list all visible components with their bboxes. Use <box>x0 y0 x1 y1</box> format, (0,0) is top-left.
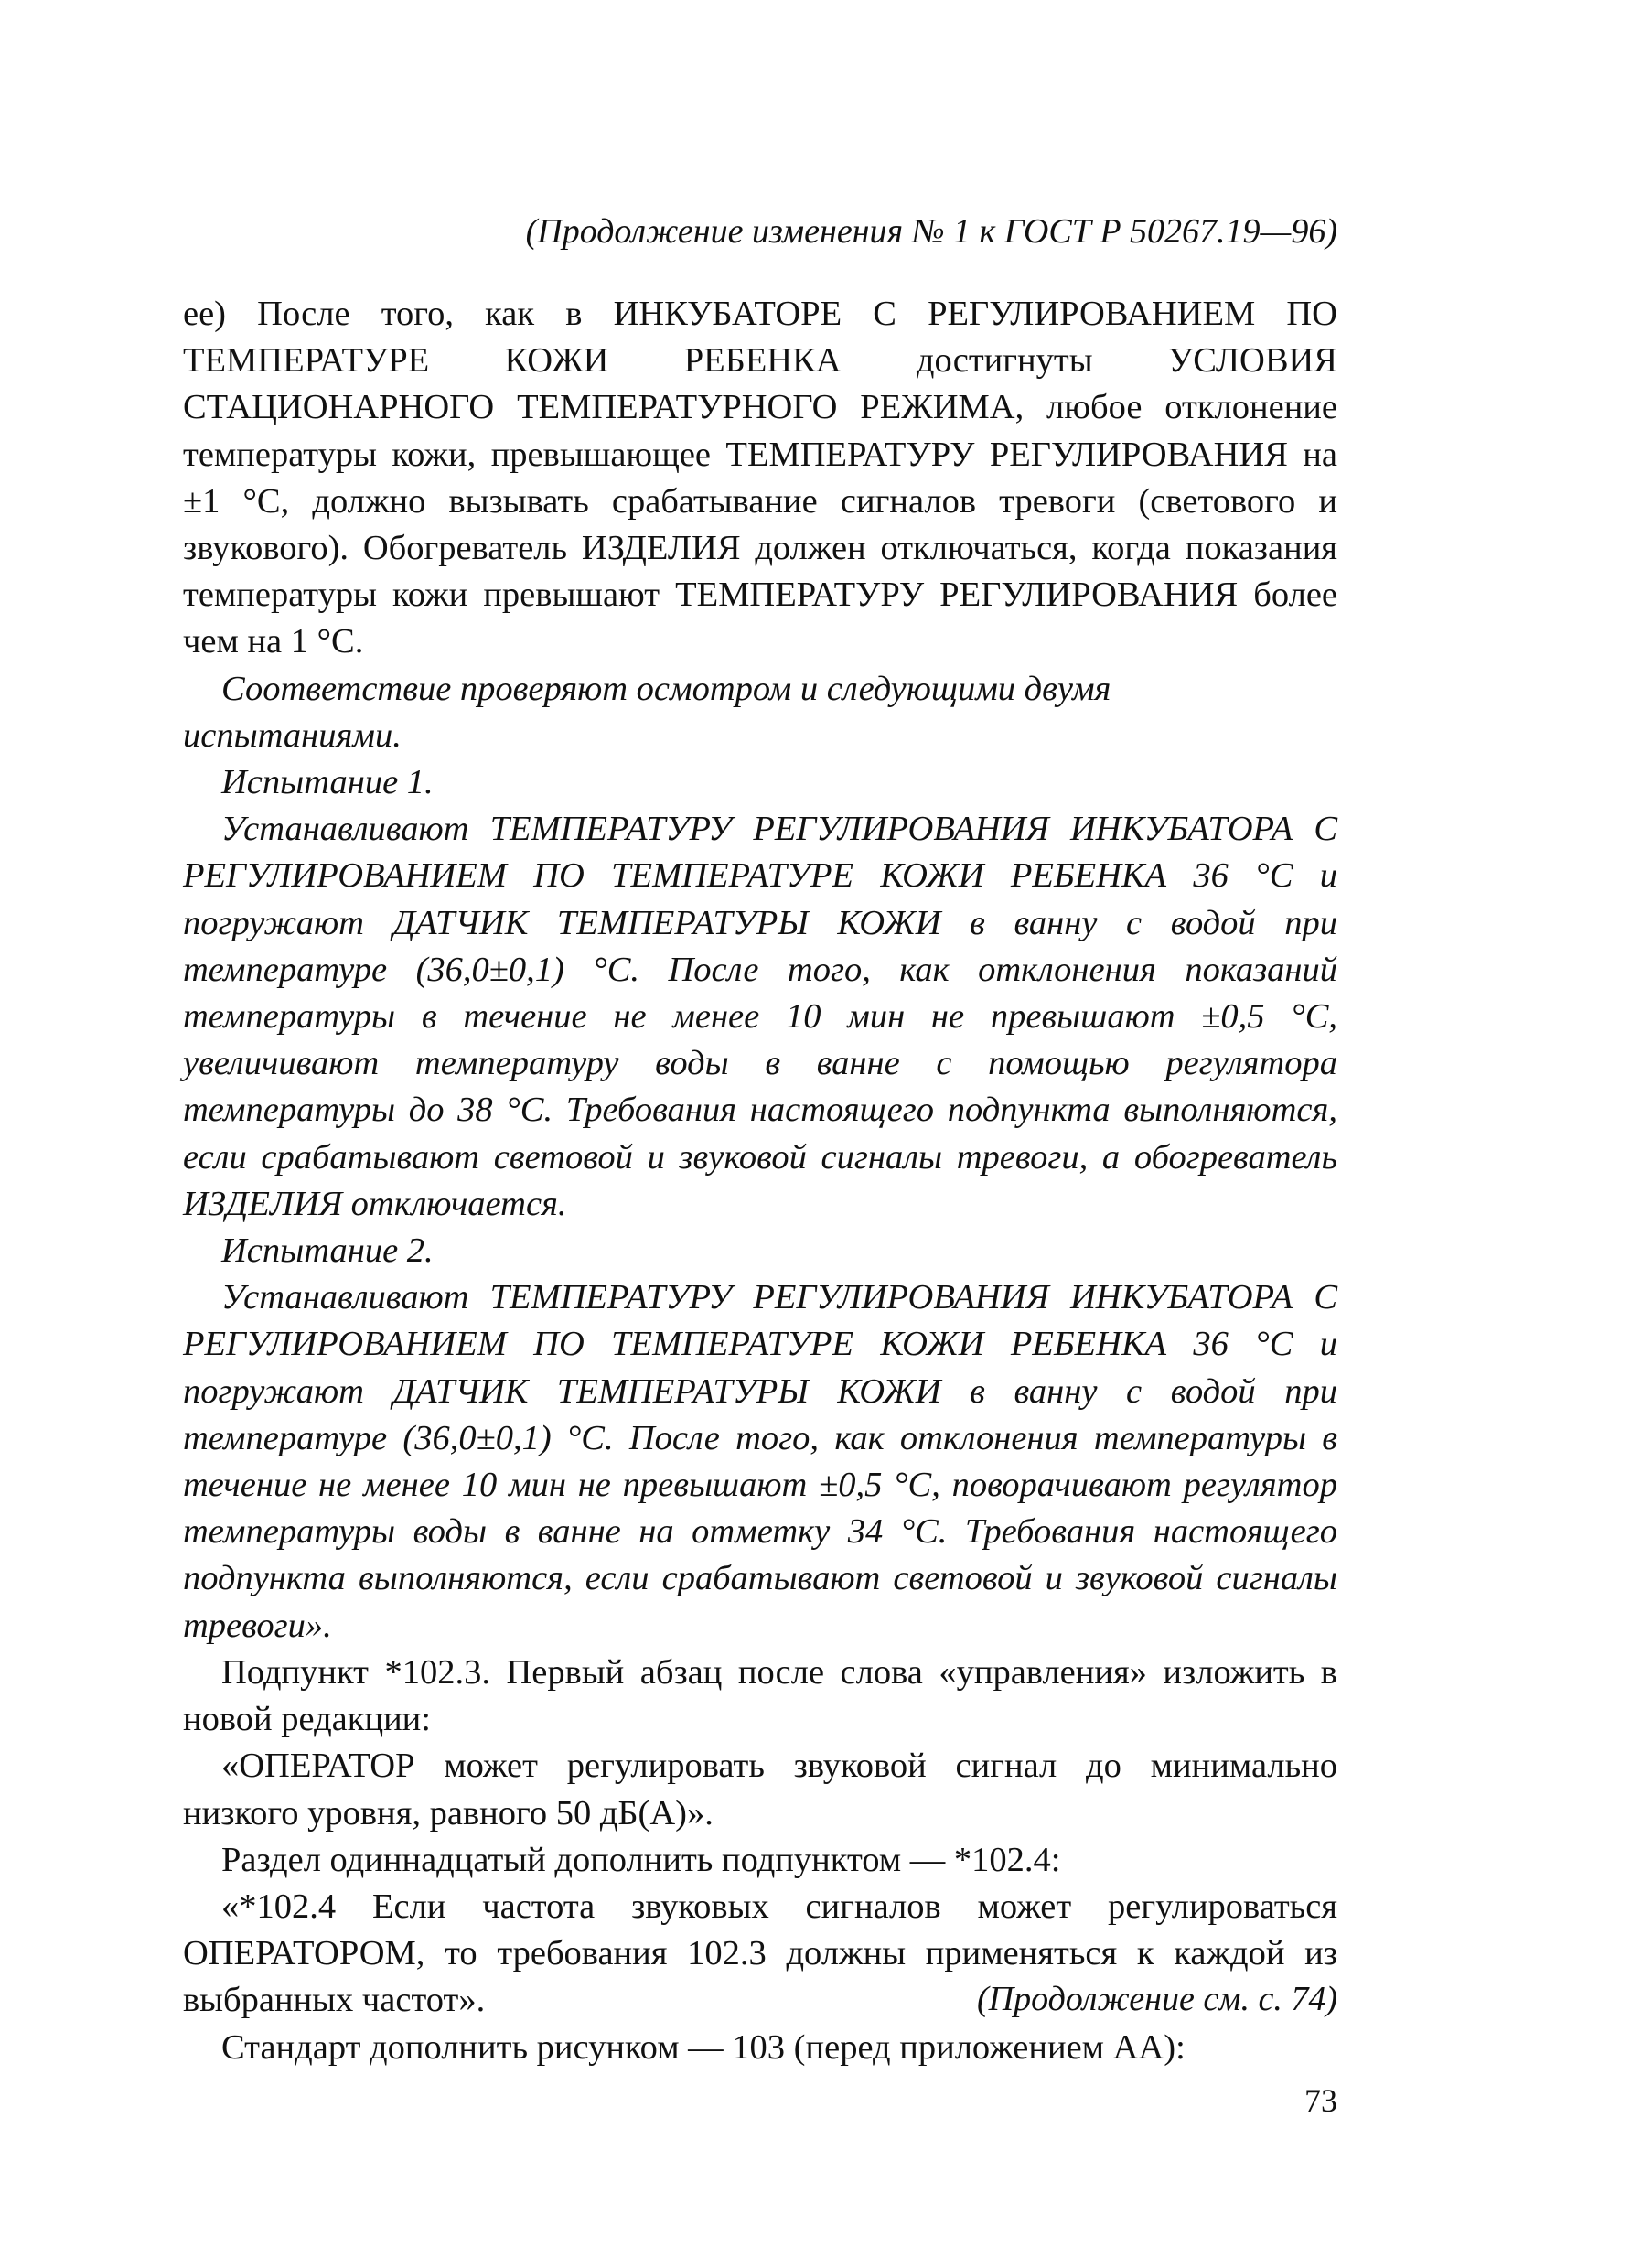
test-1-procedure: Устанавливают ТЕМПЕРАТУРУ РЕГУЛИРОВАНИЯ ИНКУБАТОРА С РЕГУЛИРОВАНИЕМ ПО ТЕМПЕРАТУРЕ КОЖИ РЕБЕНКА 36 °С и погружают ДАТЧИК ТЕМПЕРАТУРЫ КОЖИ в ванну с водой при температуре (36,0±0,1) °С. После того, как отклонения показаний температуры в течение не менее 10 мин не превышают ±0,5 °С, увеличивают температуру воды в ванне с помощью регулятора температуры до 38 °С. Требования настоящего подпункта выполняются, если срабатывают световой и звуковой сигналы тревоги, а обогреватель ИЗДЕЛИЯ отключается. <box>183 810 1337 1223</box>
test-2-heading: Испытание 2. <box>221 1231 434 1271</box>
continuation-note: (Продолжение см. с. 74) <box>976 1980 1337 2018</box>
test-1-heading: Испытание 1. <box>221 763 434 802</box>
compliance-statement: Соответствие проверяют осмотром и следующими двумя испытаниями. <box>183 669 1111 755</box>
subclause-102-4-text: «*102.4 Если частота звуковых сигналов может регулироваться ОПЕРАТОРОМ, то требования 102.3 должны применяться к каждой из выбранных частот». <box>183 1886 1337 2020</box>
document-body <box>183 291 1337 2071</box>
paragraph-ee: ее) После того, как в ИНКУБАТОРЕ С РЕГУЛИРОВАНИЕМ ПО ТЕМПЕРАТУРЕ КОЖИ РЕБЕНКА достигнуты УСЛОВИЯ СТАЦИОНАРНОГО ТЕМПЕРАТУРНОГО РЕЖИМА, любое отклонение температуры кожи, превышающее ТЕМПЕРАТУРУ РЕГУЛИРОВАНИЯ на ±1 °С, должно вызывать срабатывание сигналов тревоги (светового и звукового). Обогреватель ИЗДЕЛИЯ должен отключаться, когда показания температуры кожи превышают ТЕМПЕРАТУРУ РЕГУЛИРОВАНИЯ более чем на 1 °С. <box>183 295 1337 661</box>
running-header: (Продолжение изменения № 1 к ГОСТ Р 50267.19—96) <box>525 212 1337 251</box>
test-2-procedure: Устанавливают ТЕМПЕРАТУРУ РЕГУЛИРОВАНИЯ ИНКУБАТОРА С РЕГУЛИРОВАНИЕМ ПО ТЕМПЕРАТУРЕ КОЖИ РЕБЕНКА 36 °С и погружают ДАТЧИК ТЕМПЕРАТУРЫ КОЖИ в ванну с водой при температуре (36,0±0,1) °С. После того, как отклонения температуры в течение не менее 10 мин не превышают ±0,5 °С, поворачивают регулятор температуры воды в ванне на отметку 34 °С. Требования настоящего подпункта выполняются, если срабатывают световой и звуковой сигналы тревоги». <box>183 1278 1337 1645</box>
operator-sound-level-text: «ОПЕРАТОР может регулировать звуковой сигнал до минимально низкого уровня, равного 50 дБ(А)». <box>183 1747 1337 1833</box>
subclause-102-3-amendment: Подпункт *102.3. Первый абзац после слова «управления» изложить в новой редакции: <box>183 1652 1337 1739</box>
figure-103-amendment: Стандарт дополнить рисунком — 103 (перед приложением АА): <box>221 2027 1186 2067</box>
page-number: 73 <box>1304 2082 1337 2119</box>
section-eleven-amendment: Раздел одиннадцатый дополнить подпунктом — *102.4: <box>221 1840 1061 1879</box>
